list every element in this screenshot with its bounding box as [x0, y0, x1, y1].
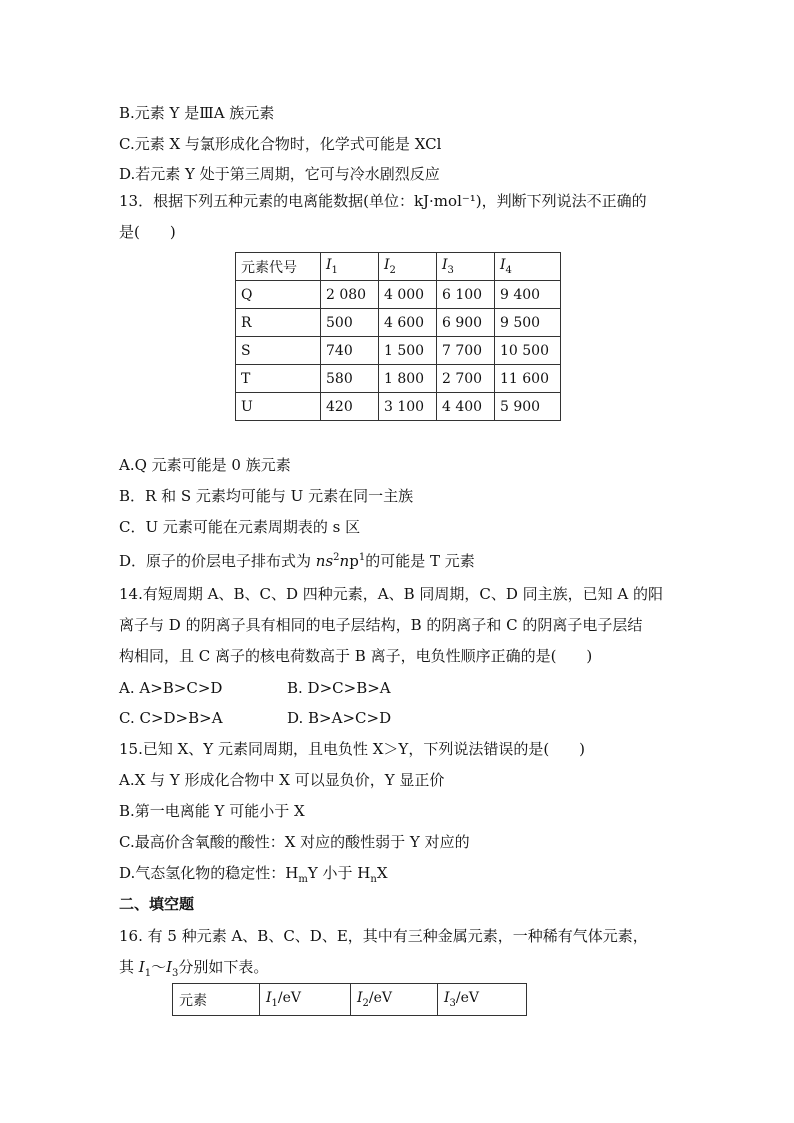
question-16-line1: 16. 有 5 种元素 A、B、C、D、E，其中有三种金属元素，一种稀有气体元素，: [119, 927, 648, 945]
table-cell: 3 100: [379, 393, 437, 421]
table-cell: U: [236, 393, 321, 421]
section-heading: 二、填空题: [119, 895, 195, 913]
option-15a: A.X 与 Y 形成化合物中 X 可以显负价，Y 显正价: [119, 771, 445, 789]
question-14-line1: 14.有短周期 A、B、C、D 四种元素，A、B 同周期，C、D 同主族，已知 A 的阳: [119, 585, 664, 603]
table-cell: 10 500: [495, 337, 561, 365]
option-text: D．原子的价层电子排布式为: [119, 552, 316, 570]
option-15d: [119, 863, 388, 890]
option-13c: C．U 元素可能在元素周期表的 s 区: [119, 518, 361, 536]
header-label: I: [500, 257, 506, 274]
table-row: [236, 337, 561, 365]
option-13d: [119, 548, 475, 571]
header-label: I: [444, 990, 450, 1007]
table-header-cell: [173, 984, 260, 1016]
question-13-line2: 是( ): [119, 223, 176, 241]
table-header-cell: [351, 984, 438, 1016]
table-row: [236, 393, 561, 421]
table-cell: 7 700: [437, 337, 495, 365]
table-cell: 4 000: [379, 281, 437, 309]
option-12d: D.若元素 Y 处于第三周期，它可与冷水剧烈反应: [119, 165, 440, 183]
table-row: [236, 309, 561, 337]
table-header-cell: [495, 253, 561, 281]
header-label: I: [326, 257, 332, 274]
table-header-cell: [438, 984, 527, 1016]
table-cell: Q: [236, 281, 321, 309]
table-cell: 6 100: [437, 281, 495, 309]
table-cell: 9 500: [495, 309, 561, 337]
header-sub: 2: [362, 997, 369, 1009]
question-text: ～: [151, 958, 167, 976]
header-label: 元素: [179, 992, 207, 1009]
table-header-cell: [321, 253, 379, 281]
question-14-line3: 构相同，且 C 离子的核电荷数高于 B 离子，电负性顺序正确的是( ): [119, 647, 593, 665]
table-header-cell: [437, 253, 495, 281]
option-12c: C.元素 X 与氯形成化合物时，化学式可能是 XCl: [119, 135, 442, 153]
table-row: [236, 281, 561, 309]
option-14b: B. D>C>B>A: [287, 679, 391, 697]
superscript: 1: [358, 552, 366, 563]
header-label: I: [442, 257, 448, 274]
table-cell: T: [236, 365, 321, 393]
table-cell: 2 080: [321, 281, 379, 309]
header-sub: 2: [389, 264, 396, 276]
header-sub: 1: [271, 997, 278, 1009]
table-header-cell: [236, 253, 321, 281]
question-16-line2: [119, 957, 268, 984]
table-cell: 500: [321, 309, 379, 337]
table-header-row: [173, 984, 527, 1016]
subscript: n: [370, 874, 377, 885]
header-sub: 3: [449, 997, 456, 1009]
symbol-I: I: [166, 958, 173, 976]
question-text: 其: [119, 958, 139, 976]
header-label: 元素代号: [241, 259, 297, 276]
option-14a: A. A>B>C>D: [119, 679, 223, 697]
table-cell: R: [236, 309, 321, 337]
option-15c: C.最高价含氧酸的酸性：X 对应的酸性弱于 Y 对应的: [119, 833, 470, 851]
question-14-line2: 离子与 D 的阴离子具有相同的电子层结构，B 的阴离子和 C 的阴离子电子层结: [119, 616, 643, 634]
table-row: [236, 365, 561, 393]
symbol-I: I: [138, 958, 145, 976]
table-cell: 4 400: [437, 393, 495, 421]
table-header-cell: [379, 253, 437, 281]
header-unit: /eV: [277, 990, 302, 1007]
table-cell: 740: [321, 337, 379, 365]
option-14c: C. C>D>B>A: [119, 709, 223, 727]
header-sub: 3: [447, 264, 454, 276]
table-header-cell: [260, 984, 351, 1016]
header-sub: 4: [505, 264, 512, 276]
formula-n: n: [339, 552, 350, 570]
option-14d: D. B>A>C>D: [287, 709, 392, 727]
table-cell: 580: [321, 365, 379, 393]
header-sub: 1: [331, 264, 338, 276]
formula-ns: ns: [315, 552, 334, 570]
header-label: I: [266, 990, 272, 1007]
table-cell: 1 500: [379, 337, 437, 365]
formula-p: p: [349, 552, 359, 570]
question-text: 分别如下表。: [178, 958, 269, 976]
ionization-energy-table: [235, 252, 561, 421]
table-cell: 2 700: [437, 365, 495, 393]
option-13a: A.Q 元素可能是 0 族元素: [119, 456, 291, 474]
header-label: I: [357, 990, 363, 1007]
option-text: Y 小于 H: [307, 864, 371, 882]
table-cell: 9 400: [495, 281, 561, 309]
table-header-row: [236, 253, 561, 281]
table-cell: 1 800: [379, 365, 437, 393]
option-text: 的可能是 T 元素: [365, 552, 475, 570]
header-unit: /eV: [368, 990, 393, 1007]
subscript: 1: [144, 968, 152, 979]
question-13-line1: 13．根据下列五种元素的电离能数据(单位：kJ·mol⁻¹)，判断下列说法不正确的: [119, 192, 647, 210]
table-cell: 11 600: [495, 365, 561, 393]
subscript: 3: [172, 968, 179, 979]
table-cell: 420: [321, 393, 379, 421]
element-ionization-table: [172, 983, 527, 1016]
table-cell: 6 900: [437, 309, 495, 337]
option-text: X: [376, 864, 388, 882]
option-12b: B.元素 Y 是ⅢA 族元素: [119, 104, 275, 122]
table-cell: S: [236, 337, 321, 365]
question-15: 15.已知 X、Y 元素同周期，且电负性 X＞Y，下列说法错误的是( ): [119, 740, 586, 758]
header-unit: /eV: [455, 990, 480, 1007]
option-13b: B．R 和 S 元素均可能与 U 元素在同一主族: [119, 487, 414, 505]
option-15b: B.第一电离能 Y 可能小于 X: [119, 802, 305, 820]
subscript: m: [298, 874, 308, 885]
option-text: D.气态氢化物的稳定性：H: [119, 864, 299, 882]
table-cell: 4 600: [379, 309, 437, 337]
table-cell: 5 900: [495, 393, 561, 421]
header-label: I: [384, 257, 390, 274]
superscript: 2: [333, 552, 340, 563]
